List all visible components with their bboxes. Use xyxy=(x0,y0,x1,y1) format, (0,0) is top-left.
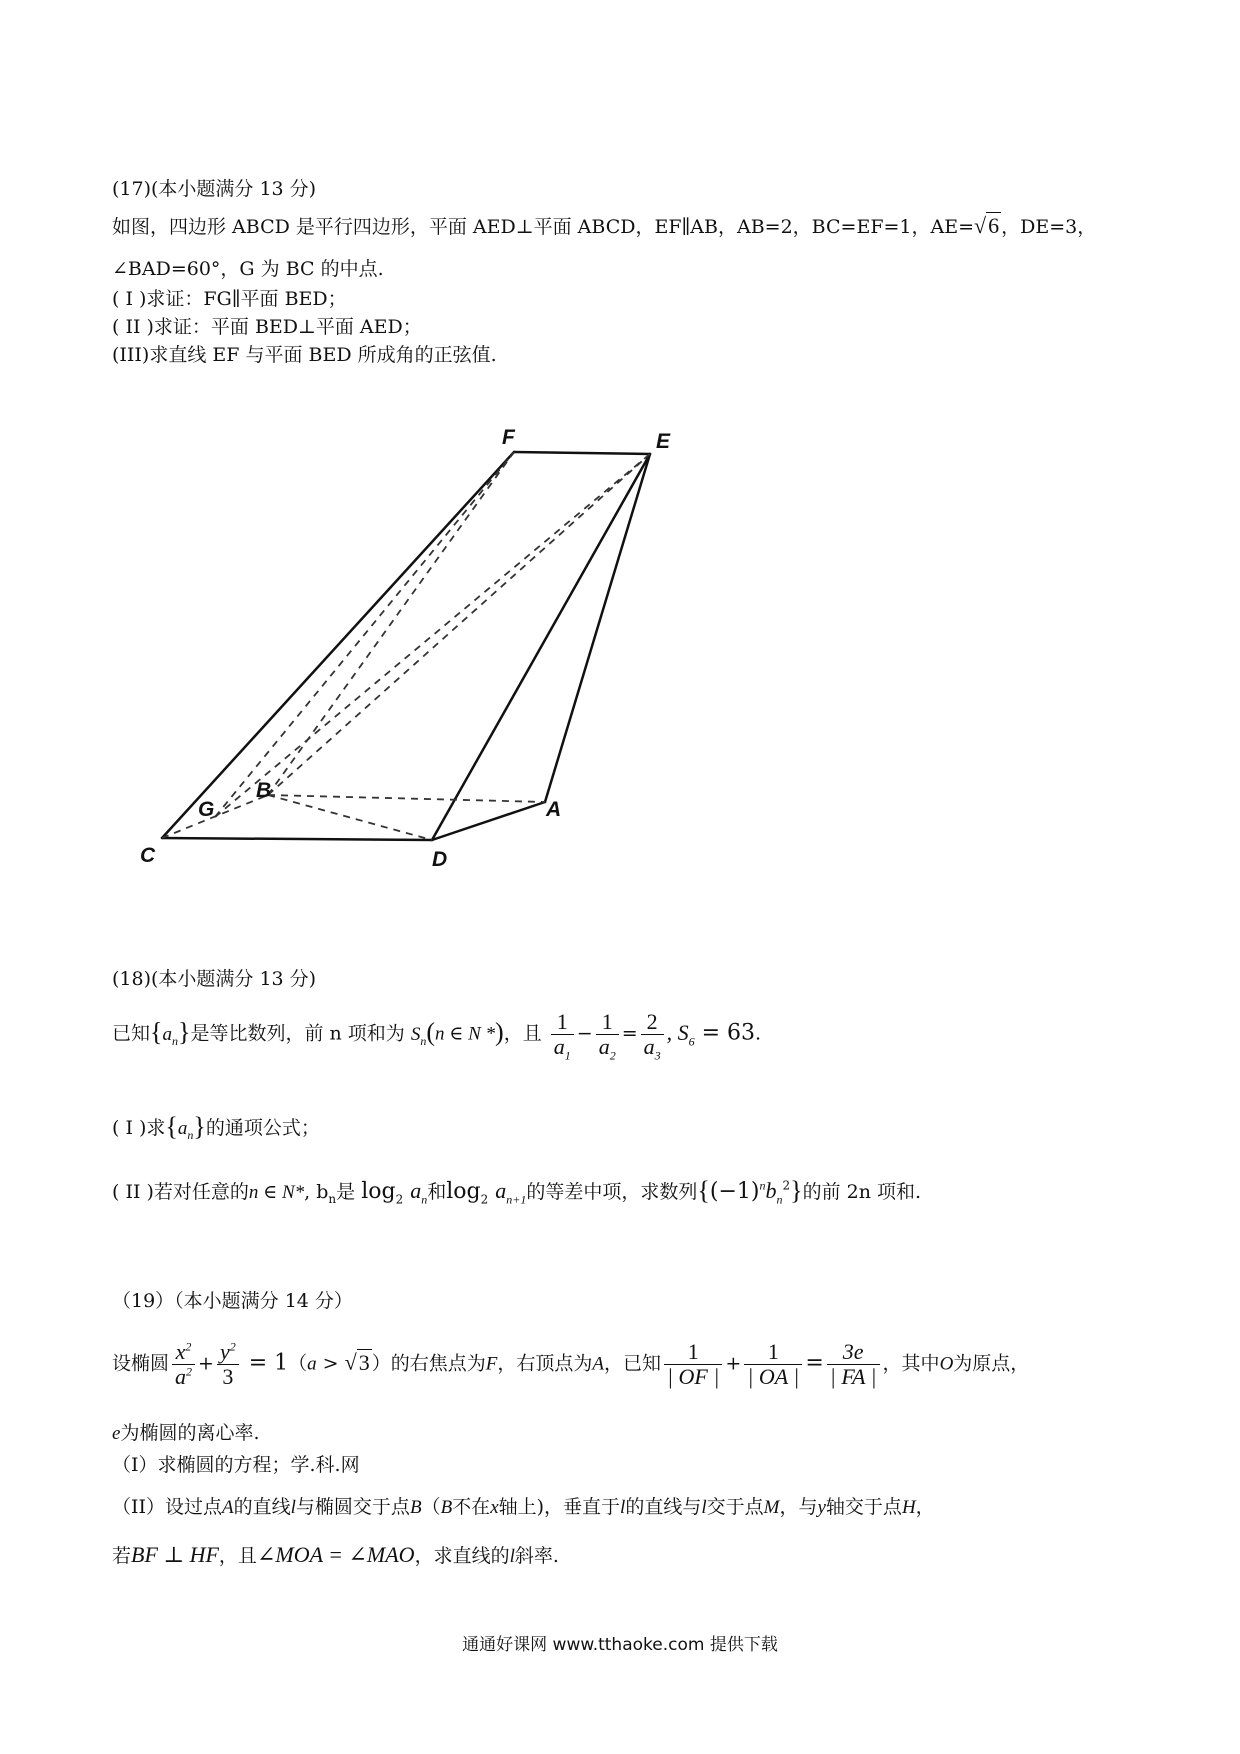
q18-stem-b: 是等比数列，前 n 项和为 xyxy=(190,1022,405,1045)
q18-minus: − xyxy=(576,1022,593,1045)
q17-sqrt-value: 6 xyxy=(988,213,1000,238)
paren-close: ) xyxy=(495,1017,504,1047)
edge-fc xyxy=(162,452,514,838)
q19-line2 xyxy=(112,1420,259,1447)
b-sub: n xyxy=(776,1192,783,1207)
q19-cond-b: ）的右焦点为 xyxy=(371,1352,486,1375)
q18-p2-c: 是 xyxy=(336,1181,356,1203)
q18-stem-c: ，且 xyxy=(503,1022,542,1045)
q18-part1 xyxy=(112,1114,320,1142)
q19-stem-b: ，右顶点为 xyxy=(497,1352,593,1375)
frac-den: 3 xyxy=(222,1364,234,1389)
q17-part1: ( I )求证：FG∥平面 BED； xyxy=(112,288,347,310)
q19-p2-g: 的直线与 xyxy=(625,1496,702,1518)
q19-frac-y xyxy=(217,1340,239,1389)
q19-p2-pb2: B xyxy=(440,1497,453,1518)
q17-stem-b: ，DE=3， xyxy=(1001,216,1097,238)
q18-p2-f: 的前 2n 项和. xyxy=(802,1181,922,1203)
q19-p3-d: 斜率. xyxy=(514,1545,559,1567)
frac-num: 1 xyxy=(551,1010,574,1035)
q19-p2-m: M xyxy=(763,1497,780,1518)
brace-open: { xyxy=(697,1176,710,1205)
log-base: 2 xyxy=(480,1192,489,1207)
q19-p2-f: 轴上)，垂直于 xyxy=(498,1496,621,1518)
neg-one: (−1) xyxy=(709,1179,760,1204)
paren-open: ( xyxy=(426,1017,436,1047)
frac-den: | FA | xyxy=(829,1364,877,1389)
frac-num xyxy=(217,1340,239,1365)
frac-den: | OA | xyxy=(747,1364,800,1389)
edge-ge xyxy=(215,454,650,817)
x-var: x xyxy=(175,1339,186,1364)
q18-s6 xyxy=(666,1019,695,1048)
q18-log1 xyxy=(361,1178,428,1207)
log-arg: a xyxy=(495,1178,507,1203)
b-sub: n xyxy=(328,1191,337,1206)
frac-num: 1 xyxy=(664,1340,722,1365)
brace-close: } xyxy=(178,1017,191,1047)
frac-num: 1 xyxy=(744,1340,802,1365)
log-arg: a xyxy=(410,1178,422,1203)
s6-var: , S xyxy=(666,1019,689,1045)
q18-equals: = xyxy=(621,1022,638,1045)
q17-part3: (III)求直线 EF 与平面 BED 所成角的正弦值. xyxy=(112,344,497,366)
q18-p1-seq xyxy=(177,1118,194,1142)
a-pow: 2 xyxy=(186,1364,193,1379)
q19-p2-pb: B xyxy=(409,1497,422,1518)
frac-den-sub: 1 xyxy=(564,1048,571,1063)
q17-sqrt: √6 xyxy=(974,213,1000,238)
q19-part2 xyxy=(112,1494,935,1521)
label-e: E xyxy=(656,430,671,453)
q19-plus: + xyxy=(198,1352,214,1375)
frac-den xyxy=(551,1034,574,1063)
s6-value: = 63 xyxy=(694,1020,756,1046)
q19-p2-b: 的直线 xyxy=(233,1496,291,1518)
q19-p2-x: x xyxy=(490,1497,499,1518)
s6-sub: 6 xyxy=(688,1033,695,1048)
q19-stem-d: ，其中 xyxy=(882,1352,940,1375)
q19-p2-a: （II）设过点 xyxy=(112,1496,223,1518)
sqrt-value: 3 xyxy=(358,1349,370,1375)
q19-o: O xyxy=(939,1353,954,1375)
q19-stem xyxy=(112,1340,1029,1389)
q19-p3-rel2: ∠MOA = ∠MAO xyxy=(256,1542,415,1567)
edge-gf xyxy=(215,452,514,817)
q19-p2-l2: l xyxy=(620,1497,626,1518)
frac-num: 3e xyxy=(827,1340,880,1365)
q19-p2-j: 轴交于点 xyxy=(825,1496,902,1518)
q19-cond-gt: > xyxy=(316,1352,345,1375)
q19-line2-text: 为椭圆的离心率. xyxy=(120,1422,260,1444)
q19-p2-e: 不在 xyxy=(452,1496,491,1518)
log-word: log xyxy=(446,1179,481,1204)
edge-bd xyxy=(268,795,432,840)
q19-frac-of xyxy=(664,1340,722,1389)
q18-p2-e: 的等差中项，求数列 xyxy=(526,1181,698,1203)
q19-p2-c: 与椭圆交于点 xyxy=(295,1496,410,1518)
q19-stem-a: 设椭圆 xyxy=(112,1352,170,1375)
label-c: C xyxy=(140,844,156,867)
q17-part2: ( II )求证：平面 BED⊥平面 AED； xyxy=(112,316,422,338)
label-g: G xyxy=(198,798,215,821)
q18-stem xyxy=(112,1009,762,1063)
q19-p2-d: （ xyxy=(421,1496,441,1518)
q19-p2-pa: A xyxy=(222,1497,234,1518)
q19-p3-l: l xyxy=(509,1546,515,1567)
frac-den xyxy=(172,1365,195,1389)
q19-p3-rel1: BF ⊥ HF xyxy=(131,1542,219,1567)
q19-p2-i: ，与 xyxy=(779,1496,818,1518)
y-pow: 2 xyxy=(229,1339,236,1354)
frac-num: 1 xyxy=(596,1010,619,1035)
frac-den-sub: 3 xyxy=(654,1048,661,1063)
log-base: 2 xyxy=(395,1192,404,1207)
q18-p2-d: 和 xyxy=(427,1181,447,1203)
seq-sub: n xyxy=(187,1127,194,1142)
brace-open: { xyxy=(150,1017,163,1047)
a-var: a xyxy=(175,1364,187,1389)
q19-p2-y: y xyxy=(817,1497,826,1518)
label-f: F xyxy=(502,426,515,449)
label-d: D xyxy=(432,848,448,871)
q18-sum-sub: n xyxy=(420,1033,427,1048)
q18-frac-1 xyxy=(551,1009,574,1063)
q19-p3-c: ，求直线的 xyxy=(414,1545,510,1567)
q18-log2 xyxy=(446,1178,527,1207)
edge-ba xyxy=(268,795,545,802)
q18-part2 xyxy=(112,1178,921,1206)
q19-f: F xyxy=(485,1353,498,1375)
page-footer: 通通好课网 www.tthaoke.com 提供下载 xyxy=(462,1635,778,1655)
q18-stem-a: 已知 xyxy=(112,1022,151,1045)
edge-ea xyxy=(545,454,650,802)
q18-sum xyxy=(410,1023,427,1048)
frac-den xyxy=(596,1034,619,1063)
q19-p3-b: ，且 xyxy=(218,1545,257,1567)
q19-p2-h: 交于点 xyxy=(706,1496,764,1518)
q19-p2-ph: H xyxy=(901,1497,916,1518)
q19-e-var: e xyxy=(112,1423,121,1444)
q17-stem-a: 如图，四边形 ABCD 是平行四边形，平面 AED⊥平面 ABCD，EF∥AB，AB=2，BC=EF=1，AE= xyxy=(112,216,975,238)
q19-part1: （I）求椭圆的方程；学.科.网 xyxy=(112,1454,360,1476)
log-word: log xyxy=(361,1179,396,1204)
q18-seq xyxy=(162,1023,179,1048)
q19-stem-e: 为原点， xyxy=(953,1352,1030,1375)
label-a: A xyxy=(546,798,562,821)
q19-cond-sqrt: √3 xyxy=(344,1349,370,1375)
q18-seq-sub: n xyxy=(172,1033,178,1048)
frac-den-var: a xyxy=(643,1034,655,1059)
q18-p2-cond: n ∈ N* xyxy=(248,1182,305,1203)
q19-a: A xyxy=(592,1353,604,1375)
q19-eq1: = 1 xyxy=(241,1350,289,1376)
q19-stem-c: ，已知 xyxy=(603,1352,661,1375)
x-pow: 2 xyxy=(185,1339,192,1354)
q19-p2-k: ， xyxy=(915,1496,935,1518)
q18-p2-b xyxy=(304,1181,337,1206)
q18-frac-3 xyxy=(641,1009,664,1063)
q18-seq-term xyxy=(709,1178,791,1207)
q19-frac-x xyxy=(172,1340,195,1389)
y-var: y xyxy=(219,1339,230,1364)
edge-bf xyxy=(268,452,514,795)
edge-cd xyxy=(162,838,432,840)
b-var: b xyxy=(765,1178,777,1203)
q19-frac-fa xyxy=(827,1340,880,1389)
frac-den xyxy=(641,1034,664,1063)
edge-fe xyxy=(514,452,650,454)
frac-num: 2 xyxy=(641,1010,664,1035)
seq-var: a xyxy=(177,1118,188,1139)
q18-frac-2 xyxy=(596,1009,619,1063)
brace-close: } xyxy=(193,1112,206,1141)
pow-n: n xyxy=(759,1178,766,1193)
pow-2: 2 xyxy=(782,1178,791,1193)
frac-den: | OF | xyxy=(666,1364,720,1389)
log-arg-sub: n+1 xyxy=(506,1192,527,1207)
q19-cond-var: a xyxy=(307,1353,317,1375)
q19-eq2: = xyxy=(805,1350,824,1376)
q19-plus2: + xyxy=(725,1352,742,1375)
log-arg-sub: n xyxy=(421,1192,428,1207)
q18-header: (18)(本小题满分 13 分) xyxy=(112,968,317,990)
q19-p3-a: 若 xyxy=(112,1545,132,1567)
edge-be xyxy=(268,454,650,795)
brace-close: } xyxy=(790,1176,803,1205)
q19-p2-l3: l xyxy=(701,1497,707,1518)
label-b: B xyxy=(256,779,272,802)
q19-frac-oa xyxy=(744,1340,802,1389)
brace-open: { xyxy=(165,1112,178,1141)
q18-p2-a: ( II )若对任意的 xyxy=(112,1181,249,1203)
frac-den-sub: 2 xyxy=(609,1048,616,1063)
q19-header: （19）（本小题满分 14 分） xyxy=(112,1290,353,1312)
frac-den-var: a xyxy=(553,1034,565,1059)
frac-num xyxy=(172,1340,195,1365)
frac-den-var: a xyxy=(598,1034,610,1059)
q19-p2-l: l xyxy=(290,1497,296,1518)
q18-p1-b: 的通项公式； xyxy=(205,1117,320,1139)
q18-sum-var: S xyxy=(410,1023,421,1045)
q19-cond-a: （ xyxy=(288,1352,308,1375)
q18-stem-end: . xyxy=(755,1022,762,1045)
q17-header: (17)(本小题满分 13 分) xyxy=(112,178,317,200)
q19-part2-cont xyxy=(112,1542,559,1570)
q18-seq-var: a xyxy=(162,1023,172,1045)
b-var: , b xyxy=(304,1181,329,1203)
q17-stem2: ∠BAD=60°，G 为 BC 的中点. xyxy=(112,258,384,280)
q18-cond: n ∈ N * xyxy=(435,1023,496,1045)
q18-p1-a: ( I )求 xyxy=(112,1117,166,1139)
